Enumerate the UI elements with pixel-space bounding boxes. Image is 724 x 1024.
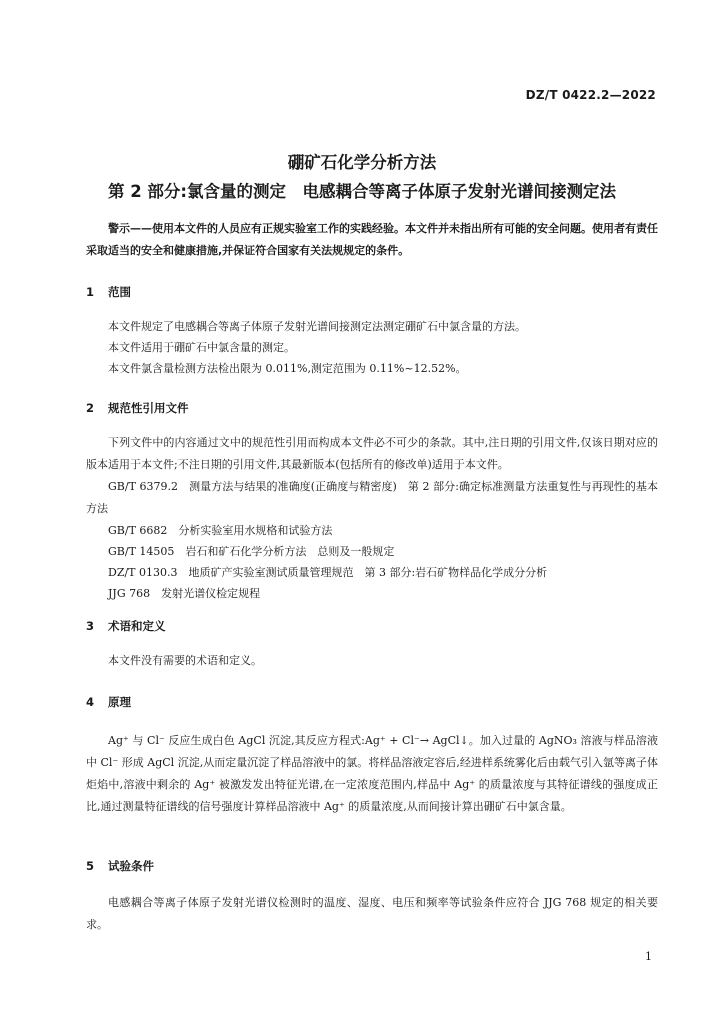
page-number: 1 xyxy=(645,950,652,963)
reference-item: GB/T 6379.2 测量方法与结果的准确度(正确度与精密度) 第 2 部分:确定标准测量方法重复性与再现性的基本方法 xyxy=(86,480,658,515)
section-number: 3 xyxy=(86,619,95,633)
paragraph: Ag⁺ 与 Cl⁻ 反应生成白色 AgCl 沉淀,其反应方程式:Ag⁺ + Cl⁻→ AgCl↓。加入过量的 AgNO₃ 溶液与样品溶液中 Cl⁻ 形成 AgCl 沉淀,从而定量沉淀了样品溶液中的氯。将样品溶液定容后,经进样系统雾化后由载气引入氩等离子体炬焰中,溶液中剩余的 Ag⁺ 被激发发出特征光谱,在一定浓度范围内,样品中 Ag⁺ 的质量浓度与其特征谱线的强度成正比,通过测量特征谱线的信号强度计算样品溶液中 Ag⁺ 的质量浓度,从而间接计算出硼矿石中氯含量。 xyxy=(86,734,658,813)
section-title: 规范性引用文件 xyxy=(108,401,189,415)
reference-item: JJG 768 发射光谱仪检定规程 xyxy=(108,587,261,600)
document-title: 硼矿石化学分析方法 xyxy=(287,153,437,172)
paragraph: 本文件氯含量检测方法检出限为 0.011%,测定范围为 0.11%~12.52%。 xyxy=(108,362,467,375)
paragraph: 本文件没有需要的术语和定义。 xyxy=(108,654,262,667)
paragraph: 本文件适用于硼矿石中氯含量的测定。 xyxy=(108,341,295,354)
section-heading-normative-references xyxy=(86,400,189,416)
paragraph: 本文件规定了电感耦合等离子体原子发射光谱间接测定法测定硼矿石中氯含量的方法。 xyxy=(108,320,526,333)
section-title: 原理 xyxy=(108,695,131,709)
section-title: 范围 xyxy=(108,285,131,299)
section-number: 4 xyxy=(86,695,95,709)
paragraph: 电感耦合等离子体原子发射光谱仪检测时的温度、湿度、电压和频率等试验条件应符合 JJG 768 规定的相关要求。 xyxy=(86,896,658,931)
document-subtitle: 第 2 部分:氯含量的测定 电感耦合等离子体原子发射光谱间接测定法 xyxy=(107,182,617,201)
section-heading-test-conditions xyxy=(86,858,154,874)
section-heading-scope xyxy=(86,284,131,300)
paragraph: 下列文件中的内容通过文中的规范性引用而构成本文件必不可少的条款。其中,注日期的引用文件,仅该日期对应的版本适用于本文件;不注日期的引用文件,其最新版本(包括所有的修改单)适用于本文件。 xyxy=(86,436,658,471)
section-title: 术语和定义 xyxy=(108,619,166,633)
reference-item: GB/T 14505 岩石和矿石化学分析方法 总则及一般规定 xyxy=(108,545,395,558)
reference-item: DZ/T 0130.3 地质矿产实验室测试质量管理规范 第 3 部分:岩石矿物样品化学成分分析 xyxy=(108,566,548,579)
document-code: DZ/T 0422.2—2022 xyxy=(525,88,656,102)
section-number: 2 xyxy=(86,401,95,415)
safety-warning: 警示——使用本文件的人员应有正规实验室工作的实践经验。本文件并未指出所有可能的安全问题。使用者有责任采取适当的安全和健康措施,并保证符合国家有关法规规定的条件。 xyxy=(86,222,658,257)
section-heading-terms xyxy=(86,618,166,634)
section-title: 试验条件 xyxy=(108,859,154,873)
section-number: 1 xyxy=(86,285,95,299)
section-heading-principle xyxy=(86,694,131,710)
section-number: 5 xyxy=(86,859,95,873)
reference-item: GB/T 6682 分析实验室用水规格和试验方法 xyxy=(108,524,333,537)
